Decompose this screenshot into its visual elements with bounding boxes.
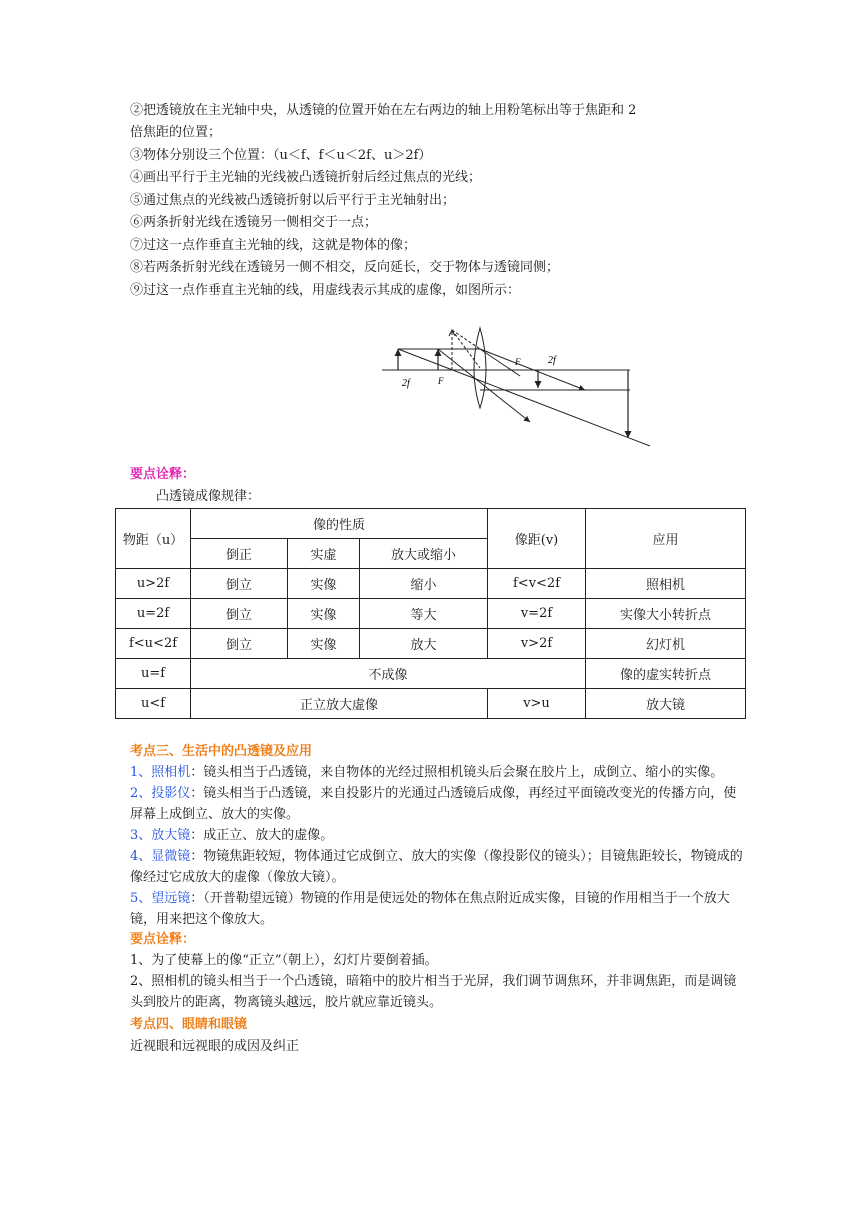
cell-size: 等大 [360, 599, 488, 629]
note-title: 要点诠释： [130, 467, 196, 482]
header-application: 应用 [586, 509, 746, 569]
section-3-title: 考点三、生活中的凸透镜及应用 [130, 744, 313, 759]
convex-lens-ray-diagram [380, 318, 655, 453]
tip-2: 2、照相机的镜头相当于一个凸透镜，暗箱中的胶片相当于光屏，我们调节调焦环，并非调焦距，而是调镜头到胶片的距离，物离镜头越远，胶片就应靠近镜头。 [130, 974, 737, 1010]
label-2f-right: 2f [548, 355, 556, 366]
header-real-virtual: 实虚 [288, 539, 360, 569]
cell-v: v=2f [488, 599, 586, 629]
term-telescope: 5、望远镜 [130, 891, 191, 906]
cell-app: 幻灯机 [586, 629, 746, 659]
cell-u: f<u<2f [116, 629, 191, 659]
step-4: ④画出平行于主光轴的光线被凸透镜折射后经过焦点的光线； [130, 170, 482, 185]
cell-real: 实像 [288, 599, 360, 629]
header-image-nature: 像的性质 [191, 509, 488, 539]
cell-u: u=f [116, 659, 191, 689]
header-size: 放大或缩小 [360, 539, 488, 569]
step-5: ⑤通过焦点的光线被凸透镜折射以后平行于主光轴射出； [130, 192, 456, 208]
item-text: ：镜头相当于凸透镜，来自投影片的光通过凸透镜后成像，再经过平面镜改变光的传播方向，使屏幕上成倒立、放大的实像。 [130, 786, 737, 822]
header-image-distance: 像距(v) [488, 509, 586, 569]
steps-block [130, 100, 740, 302]
step-9: ⑨过这一点作垂直主光轴的线，用虚线表示其成的虚像，如图所示： [130, 282, 521, 298]
section-4-title: 考点四、眼睛和眼镜 [130, 1017, 248, 1032]
cell-size: 缩小 [360, 569, 488, 599]
term-magnifier: 3、放大镜 [130, 828, 191, 843]
item-microscope [130, 846, 745, 888]
cell-app: 像的虚实转折点 [586, 659, 746, 689]
item-text: ：镜头相当于凸透镜，来自物体的光经过照相机镜头后会聚在胶片上，成倒立、缩小的实像。 [190, 765, 724, 780]
cell-u: u<f [116, 689, 191, 719]
step-2-line-2: 倍焦距的位置； [130, 125, 222, 140]
step-8: ⑧若两条折射光线在透镜另一侧不相交，反向延长，交于物体与透镜同侧； [130, 260, 560, 275]
step-7: ⑦过这一点作垂直主光轴的线，这就是物体的像； [130, 237, 417, 253]
item-text: ：（开普勒望远镜）物镜的作用是使远处的物体在焦点附近成实像，目镜的作用相当于一个放大镜，用来把这个像放大。 [130, 891, 730, 927]
cell-app: 照相机 [586, 569, 746, 599]
cell-u: u=2f [116, 599, 191, 629]
note-1 [130, 465, 260, 509]
item-magnifier [130, 825, 745, 846]
cell-real: 实像 [288, 629, 360, 659]
cell-merged: 正立放大虚像 [191, 689, 488, 719]
table-row [116, 599, 746, 629]
item-camera [130, 762, 745, 783]
table-row [116, 569, 746, 599]
label-f-right: F [515, 357, 521, 367]
table-row [116, 689, 746, 719]
cell-v: v>u [488, 689, 586, 719]
cell-real: 实像 [288, 569, 360, 599]
step-2-line-1: ②把透镜放在主光轴中央，从透镜的位置开始在左右两边的轴上用粉笔标出等于焦距和 2 [130, 103, 637, 118]
header-orientation: 倒正 [191, 539, 288, 569]
note-2-title: 要点诠释： [130, 932, 196, 947]
cell-v: f<v<2f [488, 569, 586, 599]
center-ray [398, 349, 650, 446]
note-intro: 凸透镜成像规律： [156, 489, 261, 504]
item-text: ：成正立、放大的虚像。 [190, 828, 334, 843]
table-row [116, 629, 746, 659]
label-2f-left: 2f [402, 378, 410, 389]
step-6: ⑥两条折射光线在透镜另一侧相交于一点； [130, 215, 378, 230]
section-3 [130, 742, 745, 1059]
tip-1: 1、为了使幕上的像“正立”（朝上），幻灯片要倒着插。 [130, 953, 438, 968]
item-projector [130, 783, 745, 825]
cell-merged: 不成像 [191, 659, 586, 689]
header-object-distance: 物距（u） [116, 509, 191, 569]
item-text: ：物镜焦距较短，物体通过它成倒立、放大的实像（像投影仪的镜头）；目镜焦距较长，物镜成的像经过它成放大的虚像（像放大镜）。 [130, 849, 743, 885]
step-3: ③物体分别设三个位置：（u＜f、f＜u＜2f、u＞2f） [130, 147, 432, 163]
term-microscope: 4、显微镜 [130, 849, 191, 864]
term-camera: 1、照相机 [130, 765, 191, 780]
table-row [116, 659, 746, 689]
term-projector: 2、投影仪 [130, 786, 191, 801]
cell-orientation: 倒立 [191, 599, 288, 629]
cell-u: u>2f [116, 569, 191, 599]
section-4-text: 近视眼和远视眼的成因及纠正 [130, 1039, 300, 1054]
cell-app: 放大镜 [586, 689, 746, 719]
item-telescope [130, 888, 745, 930]
cell-app: 实像大小转折点 [586, 599, 746, 629]
cell-v: v>2f [488, 629, 586, 659]
cell-orientation: 倒立 [191, 629, 288, 659]
cell-orientation: 倒立 [191, 569, 288, 599]
cell-size: 放大 [360, 629, 488, 659]
imaging-rules-table [115, 508, 746, 719]
label-f-left: F [438, 376, 444, 386]
